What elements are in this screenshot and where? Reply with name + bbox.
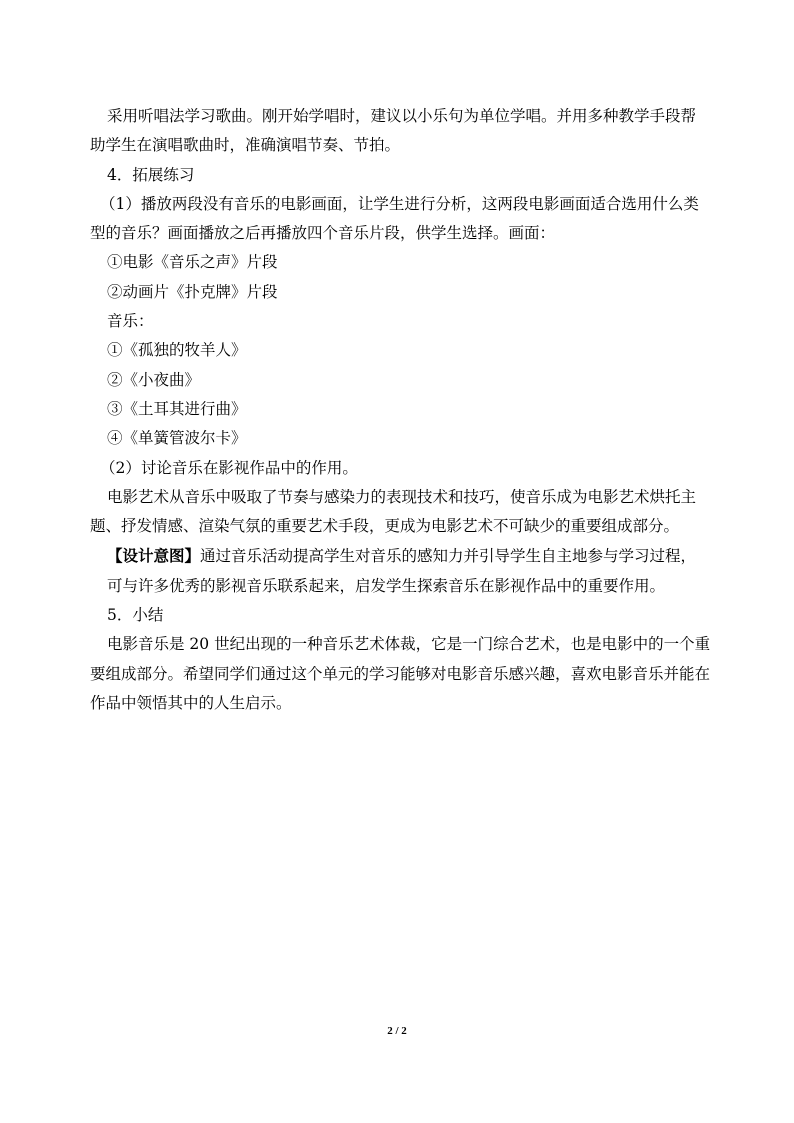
music-item-serenade: ②《小夜曲》 bbox=[107, 370, 201, 389]
paragraph-discuss-music-role: （2）讨论音乐在影视作品中的作用。 bbox=[100, 458, 358, 477]
design-intent-text: 通过音乐活动提高学生对音乐的感知力并引导学生自主地参与学习过程， bbox=[200, 547, 697, 566]
paragraph-design-intent-line2: 可与许多优秀的影视音乐联系起来，启发学生探索音乐在影视作品中的重要作用。 bbox=[107, 576, 666, 595]
design-intent-label: 【设计意图】 bbox=[107, 546, 201, 566]
list-item-animation-poker: ②动画片《扑克牌》片段 bbox=[107, 282, 278, 301]
page-number: 2 / 2 bbox=[387, 1025, 407, 1037]
paragraph-film-art-line1: 电影艺术从音乐中吸取了节奏与感染力的表现技术和技巧，使音乐成为电影艺术烘托主 bbox=[107, 487, 697, 506]
document-body bbox=[90, 102, 720, 718]
paragraph-singing-method-line2: 助学生在演唱歌曲时，准确演唱节奏、节拍。 bbox=[90, 136, 401, 155]
music-list-label: 音乐： bbox=[107, 312, 154, 331]
paragraph-play-clips-line1: （1）播放两段没有音乐的电影画面，让学生进行分析，这两段电影画面适合选用什么类 bbox=[100, 194, 699, 213]
paragraph-summary-line2: 要组成部分。希望同学们通过这个单元的学习能够对电影音乐感兴趣，喜欢电影音乐并能在 bbox=[90, 664, 711, 683]
section-heading-extension-practice: 4．拓展练习 bbox=[107, 165, 195, 184]
music-item-lonely-goatherd: ①《孤独的牧羊人》 bbox=[107, 341, 247, 360]
paragraph-design-intent-line1 bbox=[90, 541, 720, 571]
list-item-film-sound-of-music: ①电影《音乐之声》片段 bbox=[107, 253, 278, 272]
section-heading-summary: 5．小结 bbox=[107, 606, 164, 625]
music-item-clarinet-polka: ④《单簧管波尔卡》 bbox=[107, 429, 247, 448]
paragraph-summary-line3: 作品中领悟其中的人生启示。 bbox=[90, 693, 292, 712]
paragraph-summary-line1: 电影音乐是 20 世纪出现的一种音乐艺术体裁，它是一门综合艺术，也是电影中的一个重 bbox=[107, 635, 711, 654]
paragraph-singing-method-line1: 采用听唱法学习歌曲。刚开始学唱时，建议以小乐句为单位学唱。并用多种教学手段帮 bbox=[107, 107, 697, 125]
paragraph-film-art-line2: 题、抒发情感、渲染气氛的重要艺术手段，更成为电影艺术不可缺少的重要组成部分。 bbox=[90, 517, 680, 536]
music-item-turkish-march: ③《土耳其进行曲》 bbox=[107, 399, 247, 418]
paragraph-play-clips-line2: 型的音乐？画面播放之后再播放四个音乐片段，供学生选择。画面： bbox=[90, 224, 556, 243]
